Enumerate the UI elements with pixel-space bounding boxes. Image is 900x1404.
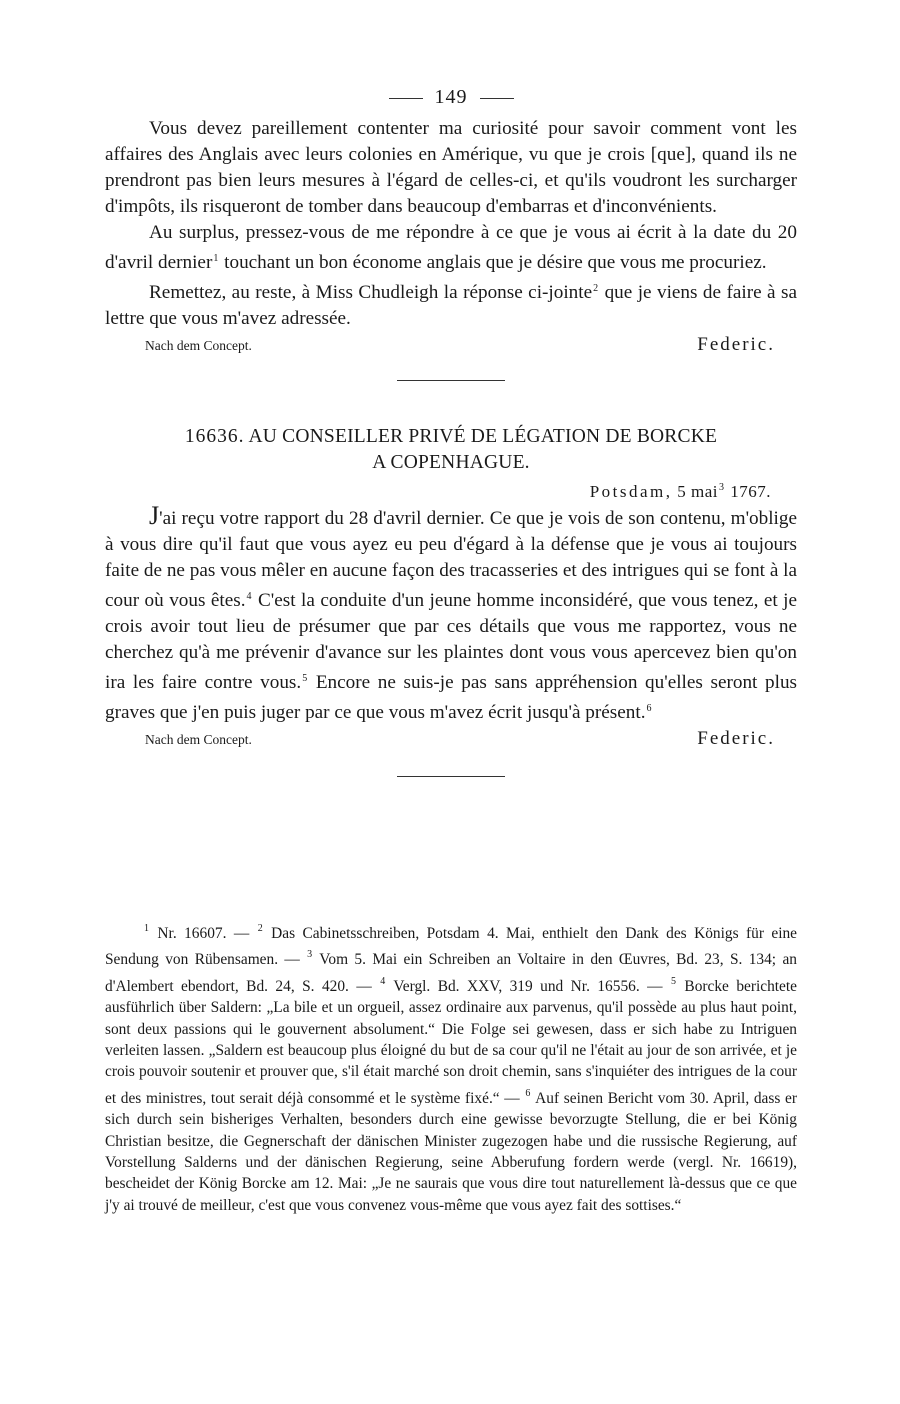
page-header	[105, 86, 797, 116]
paragraph-1-text: Vous devez pareillement contenter ma curiosité pour savoir comment vont les affaires des Anglais avec leurs colonies en Amérique, vu que je crois [que], quand ils ne prendront pas bien leurs mesures à l'égard de celles-ci, et qu'ils voudront les surcharger d'impôts, ils risqueront de tomber dans beaucoup d'embarras et d'inconvénients.	[105, 118, 797, 217]
footnote-mark-4: 4	[380, 975, 386, 987]
heading-text-1: AU CONSEILLER PRIVÉ DE LÉGATION DE BORCKE	[248, 426, 718, 447]
footnote-6: Auf seinen Bericht vom 30. April, dass er sich durch sein bisheriges Verhalten, besonders durch eine gewisse bevorzugte Stellung, die er bei König Christian besitze, die Gegnerschaft der dänischen Minister zugezogen habe und die russische Regierung, auf Vorstellung Salderns und der dänischen Regierung, seine Abberufung fordern werde (vergl. Nr. 16619), bescheidet der König Borcke am 12. Mai: „Je ne saurais que vous dire tout naturellement là-dessus que ce que j'y ai trouvé de meilleur, c'est que vous convenez vous-même que vous ayez fait des sottises.“	[105, 1089, 797, 1214]
footnote-ref-3: 3	[719, 482, 725, 493]
footnotes-text	[105, 918, 797, 1216]
letter-signature-row	[105, 728, 797, 754]
initial-letter: J	[149, 501, 160, 530]
footnote-5: Borcke berichtete ausführlich über Saldern: „La bile et un orgueil, assez ordinaire aux parvenus, qu'il possède au plus haut point, sont deux passions qui le gouvernent absolument.“ Die Folge sei gewesen, dass er sich habe zu Intriguen verleiten lassen. „Saldern est beaucoup plus éloigné du but de sa cour qu'il ne l'était au jour de son arrivée, et je crois pouvoir soutenir et prouver que, s'il était marché son droit chemin, sans s'inquiéter des intrigues de la cour et des ministres, tout serait déjà consommé et le système fixé.“ —	[105, 977, 797, 1107]
footnote-ref-5: 5	[302, 673, 308, 684]
footnote-ref-1: 1	[213, 253, 219, 264]
previous-letter-end	[105, 116, 797, 360]
date-year: 1767.	[725, 482, 771, 501]
letter-number: 16636.	[184, 426, 245, 447]
paragraph-2-text-b: touchant un bon économe anglais que je désire que vous me procuriez.	[219, 252, 767, 273]
footnote-3: Vom 5. Mai ein Schreiben an Voltaire in den Œuvres, Bd. 23, S. 134; an d'Alembert ebendort, Bd. 24, S. 420. —	[105, 951, 797, 995]
paragraph-3-text-b: que je viens de faire à sa lettre que vous m'avez adressée.	[105, 282, 797, 329]
footnote-2: Das Cabinetsschreiben, Potsdam 4. Mai, enthielt den Dank des Königs für eine Sendung von Rübensamen. —	[105, 925, 798, 969]
paragraph-2-text-a: Au surplus, pressez-vous de me répondre à ce que je vous ai écrit à la date du 20 d'avril dernier	[105, 222, 797, 273]
date-place: Potsdam,	[589, 482, 673, 501]
letter-body-b: C'est la conduite d'un jeune homme inconsidéré, que vous tenez, et je crois avoir tout lieu de présumer que par ces détails que vous me rapportez, vous ne cherchez qu'à me prévenir d'avance sur les plaintes dont vous vous apercevez bien qu'on ira les faire contre vous.	[105, 590, 797, 693]
letter-source-note: Nach dem Concept.	[145, 732, 252, 747]
heading-line-2: A COPENHAGUE.	[372, 452, 530, 473]
paragraph-3	[105, 276, 797, 332]
footnote-ref-6: 6	[646, 703, 652, 714]
letter-heading	[105, 424, 797, 476]
footnote-mark-3: 3	[307, 949, 313, 961]
header-dash-left	[389, 98, 423, 99]
letter-16636	[105, 424, 797, 754]
separator-rule	[397, 380, 505, 381]
source-note: Nach dem Concept.	[145, 338, 252, 353]
page	[105, 86, 797, 777]
date-day: 5 mai	[677, 482, 718, 501]
paragraph-2	[105, 220, 797, 276]
paragraph-3-text-a: Remettez, au reste, à Miss Chudleigh la réponse ci-jointe	[149, 282, 593, 303]
signature: Federic.	[697, 334, 775, 355]
signature-row	[105, 334, 797, 360]
letter-body-c: Encore ne suis-je pas sans appréhension qu'elles seront plus graves que j'en puis juger par ce que vous m'avez écrit jusqu'à présent.	[105, 672, 797, 723]
letter-signature: Federic.	[697, 728, 775, 749]
footnote-mark-2: 2	[257, 923, 263, 934]
footnote-ref-4: 4	[246, 591, 252, 602]
footnotes	[105, 918, 797, 1216]
heading-line-1	[105, 424, 797, 450]
footnote-mark-5: 5	[670, 975, 676, 987]
paragraph-1	[105, 116, 797, 220]
page-number: 149	[434, 86, 468, 108]
header-dash-right	[480, 98, 514, 99]
footnote-1: Nr. 16607. —	[150, 925, 257, 942]
separator-rule-2	[397, 776, 505, 777]
letter-body-a: 'ai reçu votre rapport du 28 d'avril dernier. Ce que je vois de son contenu, m'oblige à vous dire qu'il faut que vous ayez eu peu d'égard à la défense que je vous ai toujours faite de ne pas vous mêler en aucune façon des tracasseries et des intrigues qui se font à la cour où vous êtes.	[105, 508, 797, 611]
footnote-4: Vergl. Bd. XXV, 319 und Nr. 16556. —	[386, 977, 670, 995]
footnote-mark-1: 1	[144, 923, 149, 934]
footnote-mark-6: 6	[525, 1087, 531, 1099]
letter-date	[105, 476, 797, 504]
footnote-ref-2: 2	[593, 283, 599, 294]
letter-body	[105, 501, 797, 726]
